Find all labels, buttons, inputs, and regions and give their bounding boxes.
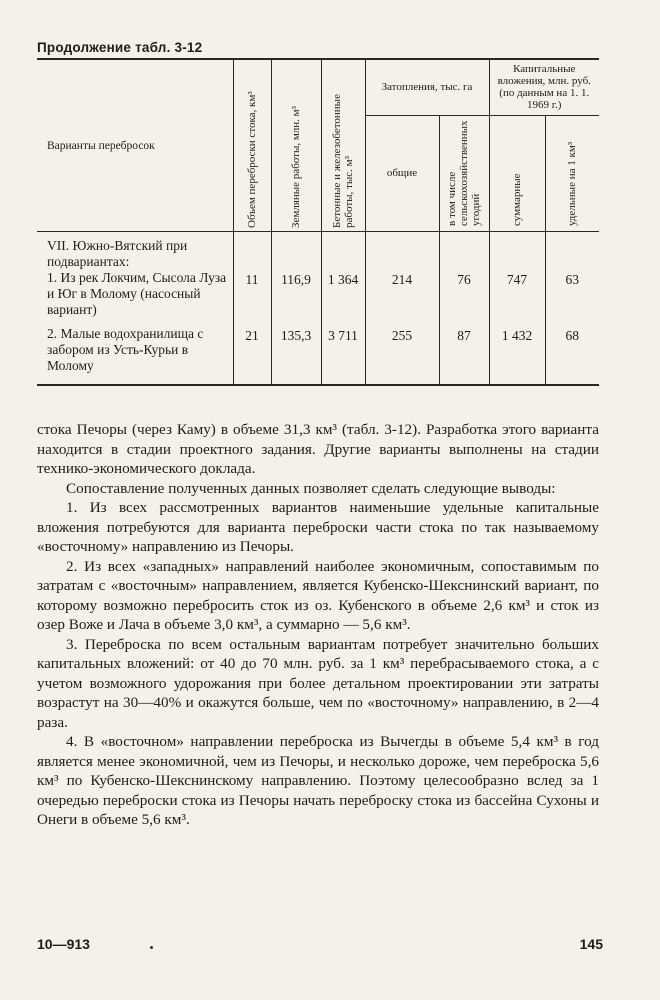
cell-earthworks: 116,9 [271, 270, 321, 326]
cell-earthworks: 135,3 [271, 326, 321, 385]
header-capital-total: суммарные [489, 115, 545, 231]
table-caption: Продолжение табл. 3-12 [37, 40, 203, 55]
header-flooding-agri: в том числе сельскохозяйственных угодий [439, 115, 489, 231]
header-earthworks: Земляные работы, млн. м³ [271, 59, 321, 232]
cell-flooding-agri: 87 [439, 326, 489, 385]
row-label: 1. Из рек Локчим, Сысола Луза и Юг в Молому (насосный вариант) [47, 270, 227, 317]
cell-volume: 21 [233, 326, 271, 385]
table-section-row [37, 232, 599, 271]
paragraph-intro: Сопоставление полученных данных позволяет сделать следующие выводы: [66, 479, 556, 497]
header-capital-group: Капитальные вложения, млн. руб. (по данным на 1. 1. 1969 г.) [489, 59, 599, 115]
cell-flooding-agri: 76 [439, 270, 489, 326]
cell-capital-total: 1 432 [489, 326, 545, 385]
cell-volume: 11 [233, 270, 271, 326]
print-speck [150, 946, 153, 949]
header-flooding-total: общие [365, 115, 439, 231]
paragraph-continuation: стока Печоры (через Каму) в объеме 31,3 км³ (табл. 3-12). Разработка этого варианта находится в стадии проектного задания. Другие варианты выполнены на стадии технико-экономического доклада. [37, 421, 599, 477]
cell-concrete: 1 364 [321, 270, 365, 326]
body-text [37, 420, 599, 830]
paragraph-conclusion-3: 3. Переброска по всем остальным вариантам потребует значительно больших капитальных вложений: от 40 до 70 млн. руб. за 1 км³ перебрасываемого стока, а с учетом возможного удорожания при более детальном проектировании эти затраты возрастут на 30—40% и окажутся больше, чем по «восточному» направлению, в 2—4 раза. [37, 635, 599, 731]
cell-flooding-total: 214 [365, 270, 439, 326]
paragraph-conclusion-2: 2. Из всех «западных» направлений наиболее экономичным, сопоставимым по затратам с «восточным» направлением, является Кубенско-Шекснинский вариант, по которому возможно перебросить сток из оз. Кубенского в объеме 2,6 км³ и сток из озер Воже и Лача в объеме 3,0 км³, а суммарно — 5,6 км³. [37, 557, 599, 633]
row-label: 2. Малые водохранилища с забором из Усть-Курьи в Молому [37, 326, 233, 385]
printer-signature: 10—913 [37, 936, 90, 952]
cell-flooding-total: 255 [365, 326, 439, 385]
cell-capital-specific: 63 [545, 270, 599, 326]
page-number: 145 [579, 936, 603, 952]
paragraph-conclusion-4: 4. В «восточном» направлении переброска из Вычегды в объеме 5,4 км³ в год является менее экономичной, чем из Печоры, и несколько дороже, чем переброска 5,6 км³ по Кубенско-Шекснинскому направлению. Поэтому целесообразно вслед за 1 очередью переброски стока из Печоры начать переброску стока из бассейна Сухоны и Онеги в объеме 5,6 км³. [37, 733, 599, 828]
header-volume: Объем переброски стока, км³ [233, 59, 271, 232]
header-flooding-group: Затопления, тыс. га [365, 59, 489, 115]
cell-concrete: 3 711 [321, 326, 365, 385]
data-table [37, 58, 599, 386]
header-capital-specific: удельные на 1 км³ [545, 115, 599, 231]
paragraph-conclusion-1: 1. Из всех рассмотренных вариантов наименьшие удельные капитальные вложения потребуются для варианта переброски части стока по так называемому «восточному» направлению из Печоры. [37, 499, 599, 555]
cell-capital-total: 747 [489, 270, 545, 326]
table-row [37, 326, 599, 385]
header-concrete: Бетонные и железобетонные работы, тыс. м³ [321, 59, 365, 232]
header-variants: Варианты перебросок [37, 59, 233, 232]
data-table-container [37, 58, 599, 386]
table-row [37, 270, 599, 326]
section-title: VII. Южно-Вятский при подвариантах: [47, 238, 188, 269]
cell-capital-specific: 68 [545, 326, 599, 385]
